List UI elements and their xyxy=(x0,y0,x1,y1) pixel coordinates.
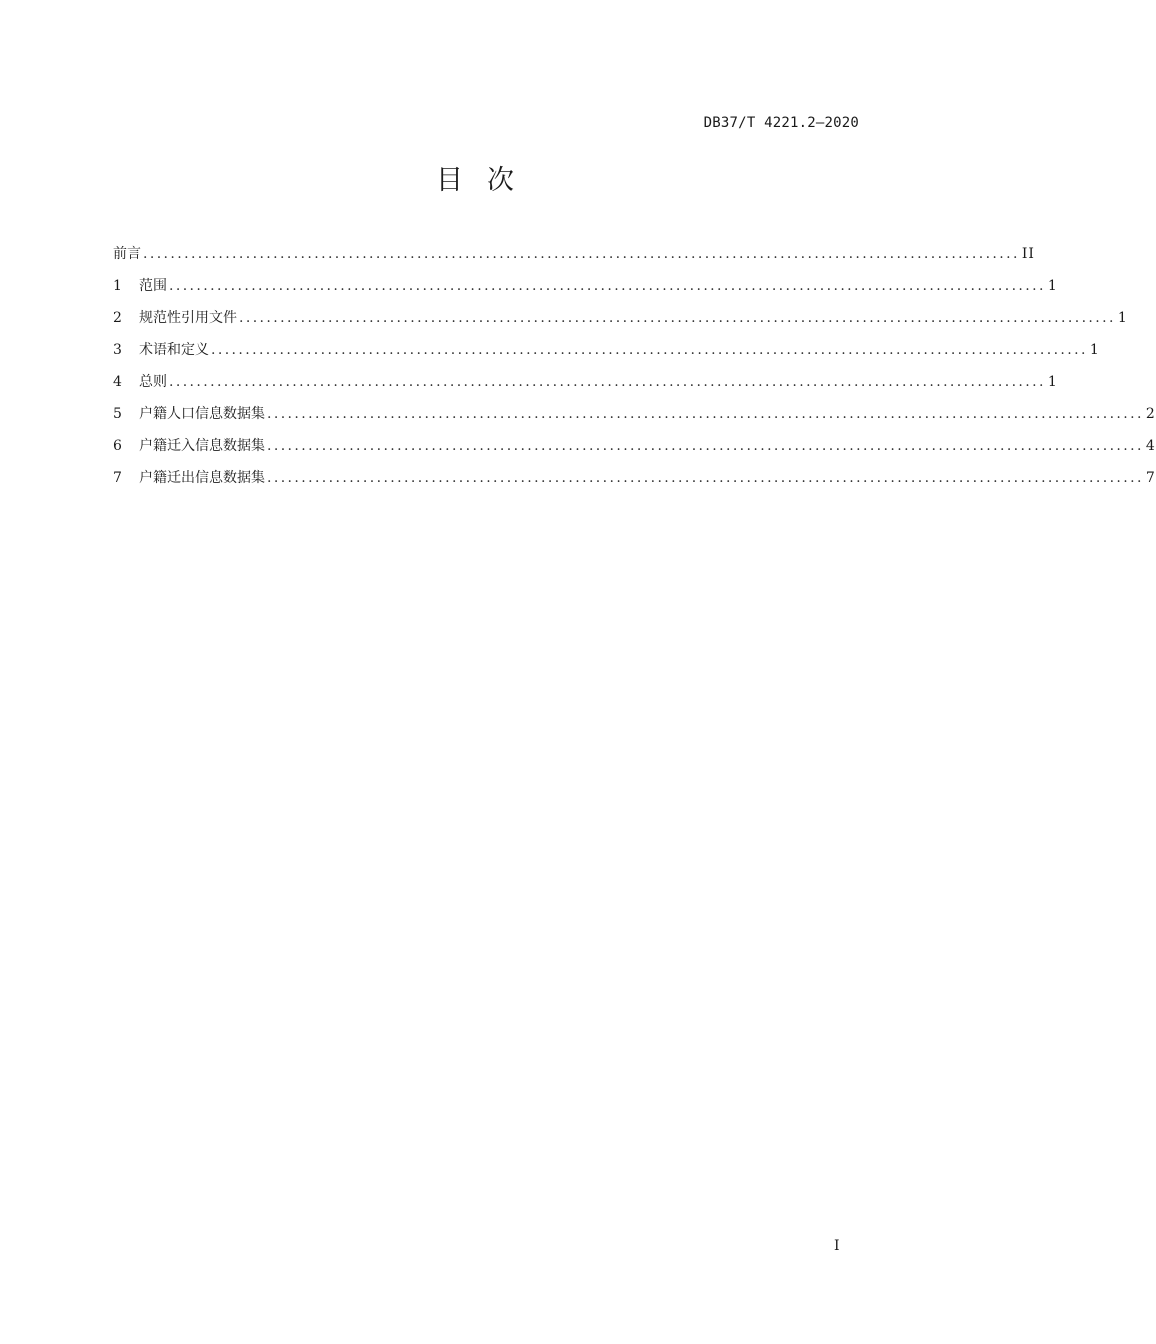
toc-entry-label: 总则 xyxy=(139,374,167,390)
toc-entry-1[interactable] xyxy=(113,275,1058,307)
toc-entry-page: 1 xyxy=(1117,310,1128,326)
toc-entry-3[interactable] xyxy=(113,339,1100,371)
toc-entry-label: 前言 xyxy=(113,246,141,262)
toc-entry-label: 规范性引用文件 xyxy=(139,310,237,326)
toc-entry-page: 1 xyxy=(1089,342,1100,358)
toc-entry-page: 1 xyxy=(1047,278,1058,294)
toc-leader-dots: ................................................................................................................................ xyxy=(267,438,1144,454)
toc-entry-label: 户籍迁入信息数据集 xyxy=(139,438,265,454)
table-of-contents xyxy=(113,243,1156,499)
page-number: I xyxy=(834,1238,840,1254)
toc-leader-dots: ................................................................................................................................ xyxy=(211,342,1088,358)
toc-entry-label: 范围 xyxy=(139,278,167,294)
toc-entry-page: 1 xyxy=(1047,374,1058,390)
page-title: 目次 xyxy=(436,165,538,196)
toc-entry-label: 术语和定义 xyxy=(139,342,209,358)
toc-entry-number: 6 xyxy=(113,438,122,454)
toc-leader-dots: ................................................................................................................................ xyxy=(267,470,1144,486)
toc-entry-label: 户籍人口信息数据集 xyxy=(139,406,265,422)
toc-leader-dots: ................................................................................................................................ xyxy=(169,278,1046,294)
document-code: DB37/T 4221.2—2020 xyxy=(703,115,859,131)
toc-entry-number: 5 xyxy=(113,406,122,422)
toc-entry-number: 4 xyxy=(113,374,122,390)
toc-entry-page: II xyxy=(1021,246,1035,262)
toc-entry-2[interactable] xyxy=(113,307,1128,339)
toc-entry-foreword[interactable] xyxy=(113,243,1035,275)
toc-entry-7[interactable] xyxy=(113,467,1156,499)
toc-leader-dots: ................................................................................................................................ xyxy=(267,406,1144,422)
toc-entry-number: 1 xyxy=(113,278,122,294)
toc-leader-dots: ................................................................................................................................ xyxy=(239,310,1116,326)
toc-entry-5[interactable] xyxy=(113,403,1156,435)
toc-entry-number: 7 xyxy=(113,470,122,486)
toc-entry-label: 户籍迁出信息数据集 xyxy=(139,470,265,486)
toc-entry-number: 2 xyxy=(113,310,122,326)
toc-entry-6[interactable] xyxy=(113,435,1156,467)
toc-entry-number: 3 xyxy=(113,342,122,358)
toc-entry-page: 4 xyxy=(1145,438,1156,454)
toc-leader-dots: ................................................................................................................................ xyxy=(169,374,1046,390)
toc-entry-page: 2 xyxy=(1145,406,1156,422)
toc-entry-4[interactable] xyxy=(113,371,1058,403)
toc-entry-page: 7 xyxy=(1145,470,1156,486)
toc-leader-dots: ................................................................................................................................ xyxy=(143,246,1020,262)
